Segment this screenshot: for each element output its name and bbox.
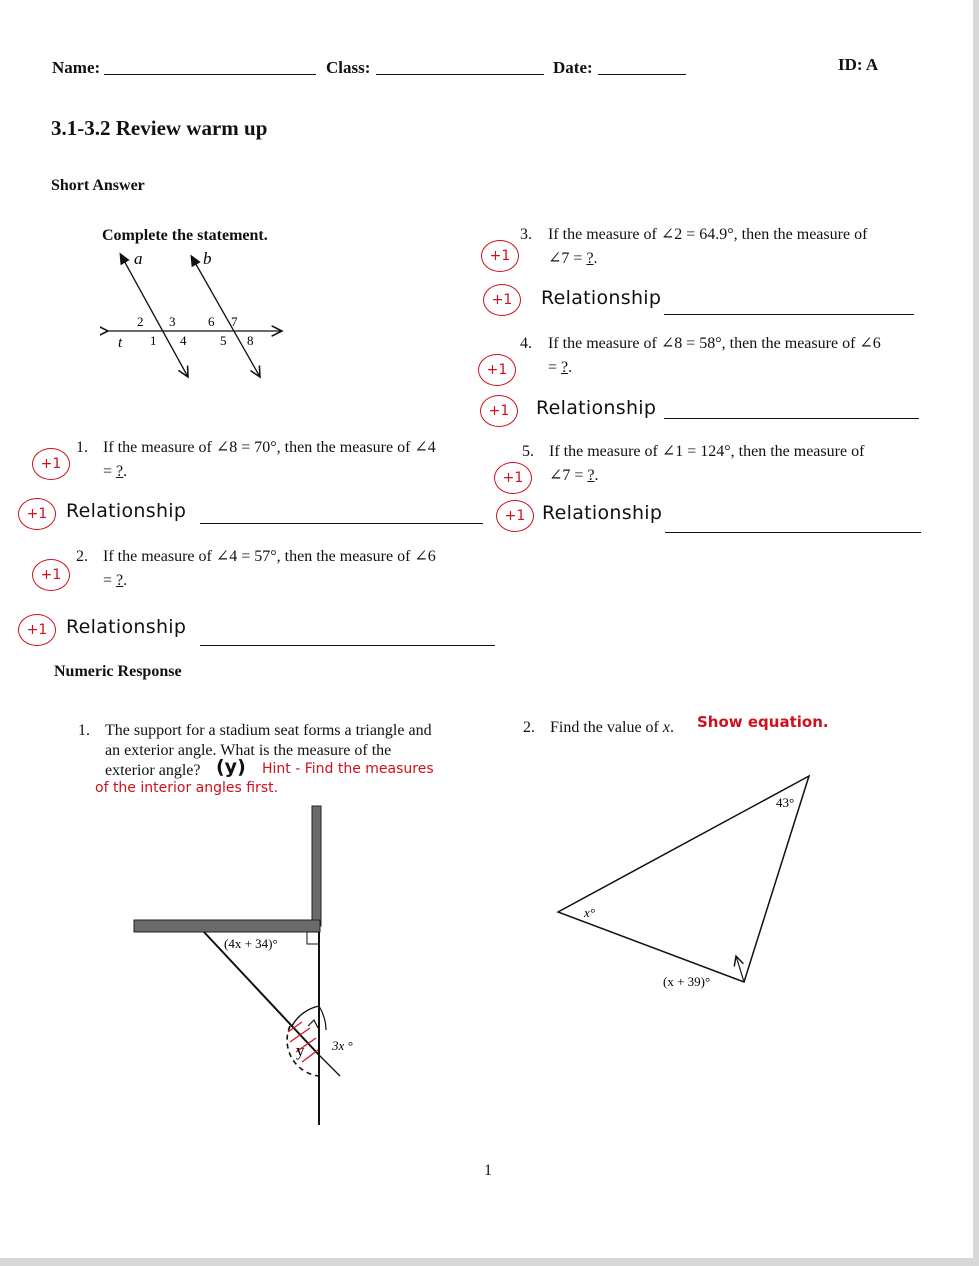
relationship-answer-line[interactable]: [200, 523, 483, 524]
angle-3-label: 3: [169, 314, 176, 329]
angle-6-label: 6: [208, 314, 215, 329]
sa-q2-answer[interactable]: = ?.: [103, 572, 128, 589]
sa-q5-answer[interactable]: ∠7 = ?.: [549, 467, 599, 484]
page-title: 3.1-3.2 Review warm up: [51, 116, 268, 140]
handwritten-y-label: y: [296, 1041, 305, 1060]
nr-q1-line1: The support for a stadium seat forms a triangle and: [105, 722, 432, 739]
angle-bottom-label: (x + 39)°: [663, 974, 711, 989]
plus-one-badge: +1: [494, 462, 532, 494]
line-b: [193, 259, 260, 377]
scan-bottom-edge: [0, 1258, 979, 1266]
angle-2-label: 2: [137, 314, 144, 329]
angle-8-label: 8: [247, 333, 254, 348]
parallel-lines-diagram: [100, 245, 290, 385]
page-number: 1: [484, 1162, 492, 1179]
plus-one-badge: +1: [480, 395, 518, 427]
relationship-answer-line[interactable]: [200, 645, 495, 646]
question-number: 1.: [78, 722, 90, 739]
handwritten-y: (y): [216, 756, 246, 778]
sa-q5-text: If the measure of ∠1 = 124°, then the measure of: [549, 443, 865, 460]
name-field-line[interactable]: [104, 74, 316, 75]
plus-one-badge: +1: [483, 284, 521, 316]
relationship-label: Relationship: [66, 500, 187, 522]
short-answer-heading: Short Answer: [51, 177, 145, 194]
relationship-answer-line[interactable]: [664, 314, 914, 315]
label-a: a: [134, 249, 143, 268]
stadium-seat-figure: [130, 800, 390, 1130]
question-number: 4.: [520, 335, 532, 352]
angle-top-label: (4x + 34)°: [224, 936, 278, 951]
angle-43-label: 43°: [776, 795, 795, 810]
sa-q2-text: If the measure of ∠4 = 57°, then the measure of ∠6: [103, 548, 436, 565]
question-number: 1.: [76, 439, 88, 456]
plus-one-badge: +1: [32, 448, 70, 480]
line-a: [122, 257, 188, 377]
triangle-outline: [558, 776, 809, 982]
angle-pointer: [736, 956, 744, 982]
angle-ext-label: 3x °: [332, 1038, 353, 1053]
nr-q1-line2: an exterior angle. What is the measure of the: [105, 742, 392, 759]
angle-1-label: 1: [150, 333, 157, 348]
sa-q4-answer[interactable]: = ?.: [548, 359, 573, 376]
plus-one-badge: +1: [496, 500, 534, 532]
relationship-label: Relationship: [542, 502, 663, 524]
question-number: 2.: [523, 719, 535, 736]
plus-one-badge: +1: [481, 240, 519, 272]
label-b: b: [203, 249, 212, 268]
seat-beam: [134, 920, 320, 932]
angle-x-label: x°: [584, 905, 595, 920]
sa-q3-answer[interactable]: ∠7 = ?.: [548, 250, 598, 267]
sa-q1-text: If the measure of ∠8 = 70°, then the measure of ∠4: [103, 439, 436, 456]
complete-statement-heading: Complete the statement.: [102, 227, 268, 244]
handwritten-show-equation: Show equation.: [697, 713, 829, 731]
question-number: 5.: [522, 443, 534, 460]
nr-q1-line3: exterior angle?: [105, 762, 201, 779]
relationship-label: Relationship: [536, 397, 657, 419]
question-number: 3.: [520, 226, 532, 243]
date-label: Date:: [553, 58, 593, 77]
date-field-line[interactable]: [598, 74, 686, 75]
sa-q1-answer[interactable]: = ?.: [103, 463, 128, 480]
relationship-label: Relationship: [66, 616, 187, 638]
name-label: Name:: [52, 58, 101, 77]
label-t: t: [118, 335, 123, 351]
scan-right-edge: [973, 0, 979, 1266]
relationship-answer-line[interactable]: [665, 532, 921, 533]
angle-4-label: 4: [180, 333, 187, 348]
plus-one-badge: +1: [478, 354, 516, 386]
right-angle-marker: [307, 932, 319, 944]
plus-one-badge: +1: [18, 614, 56, 646]
sa-q4-text: If the measure of ∠8 = 58°, then the measure of ∠6: [548, 335, 881, 352]
plus-one-badge: +1: [18, 498, 56, 530]
relationship-answer-line[interactable]: [664, 418, 919, 419]
relationship-label: Relationship: [541, 287, 662, 309]
vertical-post: [312, 806, 321, 926]
nr-q2-text: Find the value of x.: [550, 719, 674, 736]
question-number: 2.: [76, 548, 88, 565]
angle-7-label: 7: [231, 314, 238, 329]
class-field-line[interactable]: [376, 74, 544, 75]
plus-one-badge: +1: [32, 559, 70, 591]
class-label: Class:: [326, 58, 371, 77]
triangle-figure: [550, 770, 820, 1000]
handwritten-hint-2: of the interior angles first.: [95, 780, 279, 796]
numeric-response-heading: Numeric Response: [54, 663, 182, 680]
brace-extension: [319, 1055, 340, 1076]
id-label: ID: A: [838, 55, 879, 74]
angle-5-label: 5: [220, 333, 227, 348]
sa-q3-text: If the measure of ∠2 = 64.9°, then the measure of: [548, 226, 868, 243]
handwritten-hint-1: Hint - Find the measures: [262, 761, 434, 777]
